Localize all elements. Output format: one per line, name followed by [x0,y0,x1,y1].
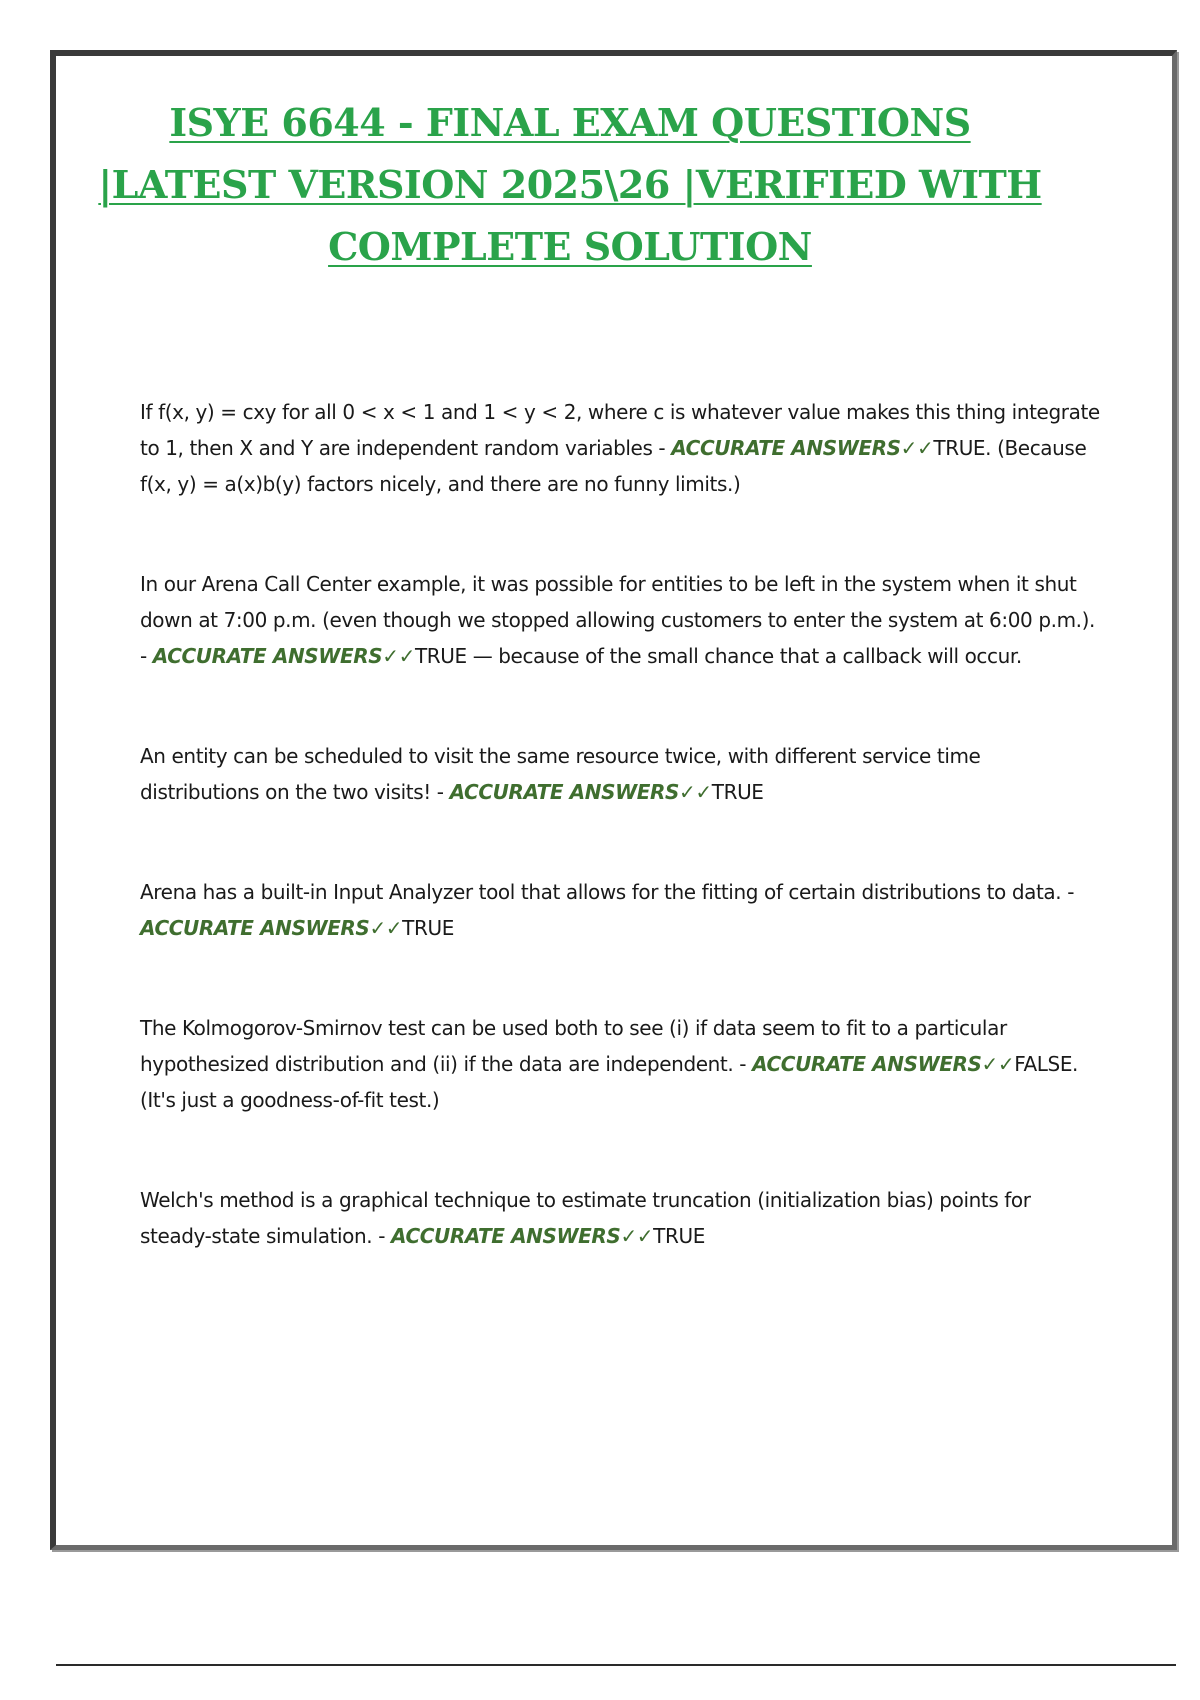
document-title: ISYE 6644 - FINAL EXAM QUESTIONS |LATEST VERSION 2025\26 |VERIFIED WITH COMPLETE SOLUTION [98,100,1042,269]
separator: - [140,644,153,668]
footer-rule [56,1664,1176,1666]
answer-tag: ACCURATE ANSWERS [449,780,680,804]
double-check-icon: ✓✓ [981,1052,1015,1076]
answer-tag: ACCURATE ANSWERS [140,916,370,940]
separator: - [652,436,672,460]
answer-tag: ACCURATE ANSWERS [391,1224,621,1248]
answer-text: TRUE [711,780,764,804]
answer-text: TRUE [402,916,454,940]
double-check-icon: ✓✓ [679,780,712,804]
question-text: Welch's method is a graphical technique to estimate truncation (initialization bias) points for steady-state simulation. [140,1188,1031,1248]
qa-item-1 [140,394,1100,502]
qa-list [140,394,1100,1254]
question-text: In our Arena Call Center example, it was possible for entities to be left in the system when it shut down at 7:00 p.m. (even though we stopped allowing customers to enter the system at 6:00 p.m.). [140,572,1095,632]
double-check-icon: ✓✓ [369,916,403,940]
qa-item-6 [140,1182,1100,1254]
answer-text: TRUE. (Because f(x, y) = a(x)b(y) factors nicely, and there are no funny limits.) [140,436,1087,496]
qa-item-2 [140,566,1100,674]
separator: - [430,780,450,804]
answer-tag: ACCURATE ANSWERS [752,1052,982,1076]
qa-item-3 [140,738,1100,810]
answer-text: FALSE. (It's just a goodness-of-fit test.) [140,1052,1079,1112]
double-check-icon: ✓✓ [620,1224,654,1248]
double-check-icon: ✓✓ [382,644,415,668]
qa-item-5 [140,1010,1100,1118]
question-text: The Kolmogorov-Smirnov test can be used both to see (i) if data seem to fit to a particular hypothesized distribution and (ii) if the data are independent. [140,1016,1007,1076]
separator: - [372,1224,391,1248]
answer-tag: ACCURATE ANSWERS [152,644,383,668]
answer-text: TRUE — because of the small chance that a callback will occur. [414,644,1022,668]
separator: - [1061,880,1075,904]
answer-text: TRUE [653,1224,705,1248]
separator: - [733,1052,753,1076]
answer-tag: ACCURATE ANSWERS [671,436,901,460]
question-text: If f(x, y) = cxy for all 0 < x < 1 and 1 < y < 2, where c is whatever value makes this thing integrate to 1, then X and Y are independent random variables [140,400,1100,460]
question-text: An entity can be scheduled to visit the same resource twice, with different service time distributions on the two visits! [140,744,981,804]
question-text: Arena has a built-in Input Analyzer tool that allows for the fitting of certain distributions to data. [140,880,1062,904]
qa-item-4 [140,874,1100,946]
double-check-icon: ✓✓ [900,436,934,460]
